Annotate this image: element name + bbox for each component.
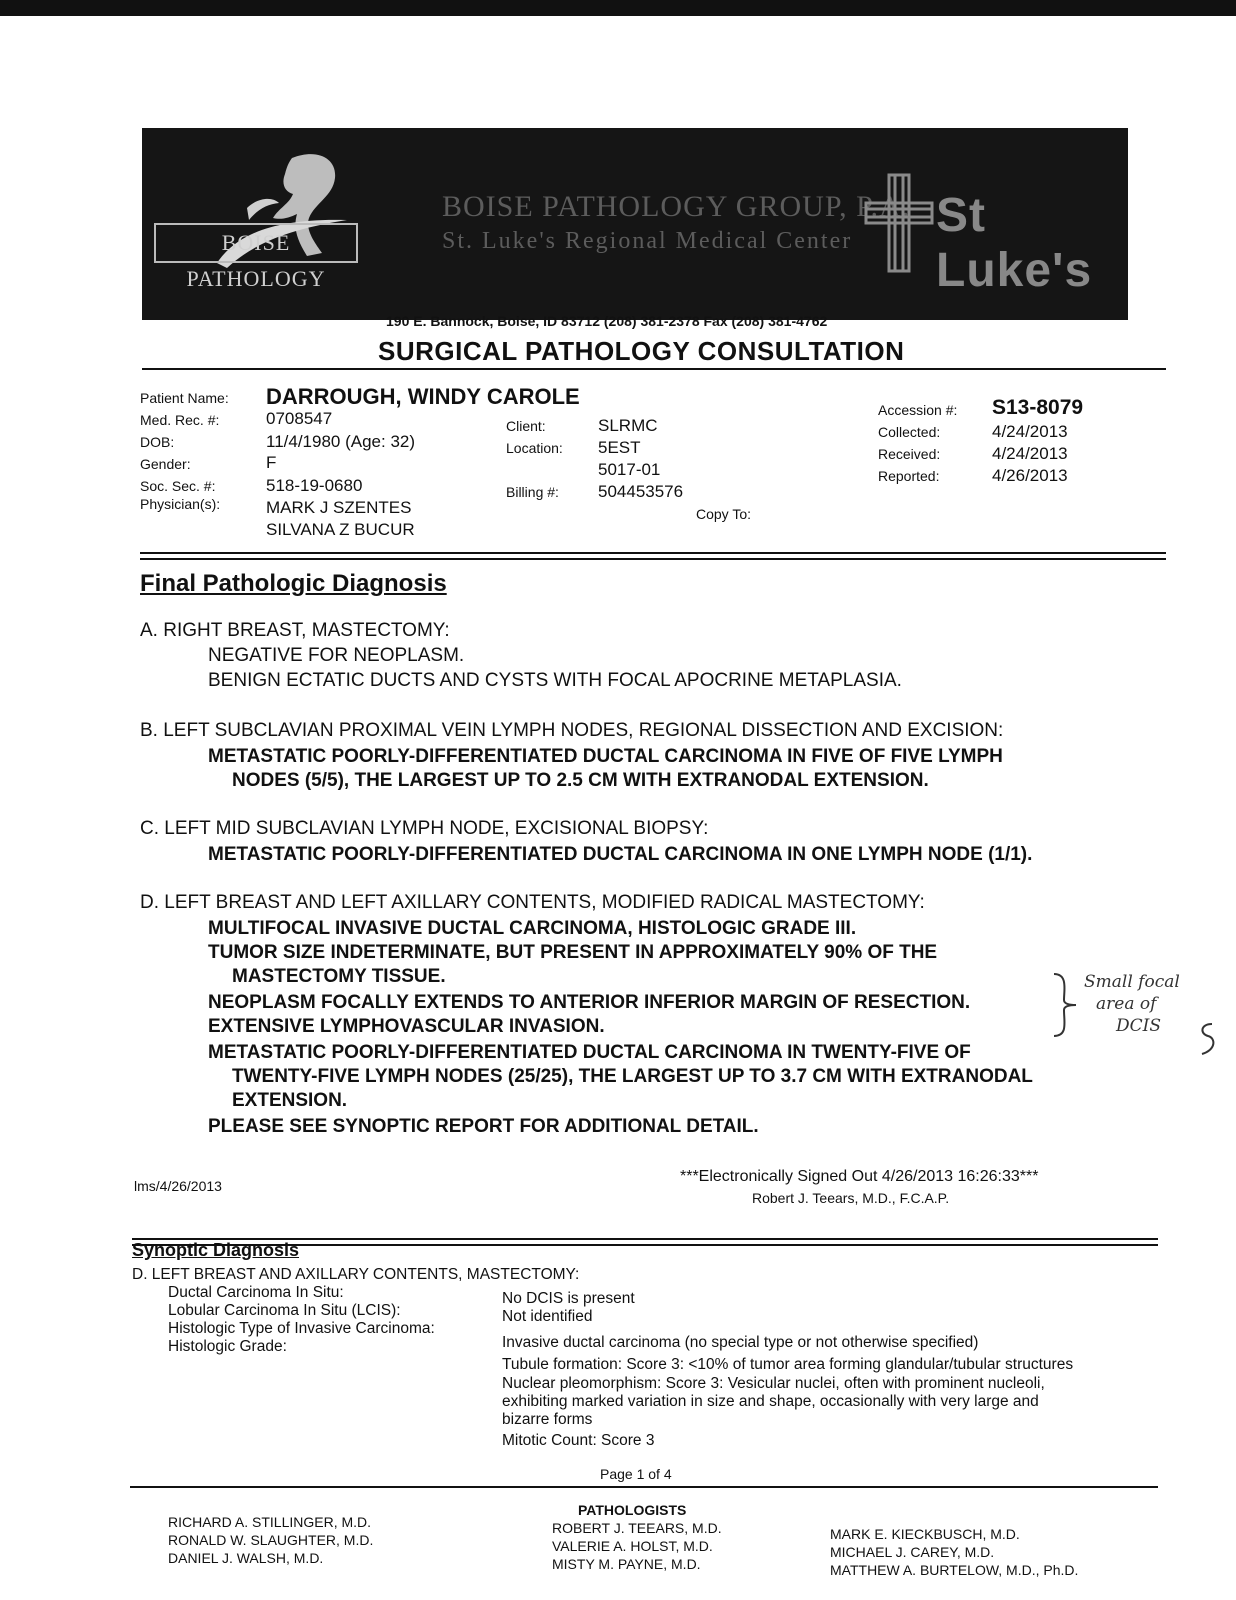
- reported-value: 4/26/2013: [992, 466, 1068, 485]
- diagnosis-d-line: TUMOR SIZE INDETERMINATE, BUT PRESENT IN APPROXIMATELY 90% OF THE: [208, 942, 938, 963]
- label-billing: Billing #:: [506, 484, 559, 500]
- client-value: SLRMC: [598, 416, 658, 435]
- pathologist-name: RICHARD A. STILLINGER, M.D.: [168, 1514, 372, 1530]
- handwritten-brace-icon: [1050, 970, 1080, 1040]
- diagnosis-b-line: METASTATIC POORLY-DIFFERENTIATED DUCTAL CARCINOMA IN FIVE OF FIVE LYMPH: [208, 746, 1003, 767]
- label-collected: Collected:: [878, 424, 941, 440]
- label-client: Client:: [506, 418, 546, 434]
- patient-name: DARROUGH, WINDY CAROLE: [266, 384, 580, 409]
- pathologist-name: DANIEL J. WALSH, M.D.: [168, 1550, 324, 1566]
- diagnosis-d-title: D. LEFT BREAST AND LEFT AXILLARY CONTENTS, MODIFIED RADICAL MASTECTOMY:: [140, 892, 925, 913]
- synoptic-value: Mitotic Count: Score 3: [502, 1432, 655, 1449]
- handwritten-initial-icon: [1196, 1020, 1218, 1060]
- pathologist-name: ROBERT J. TEEARS, M.D.: [552, 1520, 722, 1536]
- page-number: Page 1 of 4: [600, 1466, 672, 1482]
- diagnosis-c-line: METASTATIC POORLY-DIFFERENTIATED DUCTAL CARCINOMA IN ONE LYMPH NODE (1/1).: [208, 844, 1033, 865]
- physician-1: MARK J SZENTES: [266, 498, 412, 517]
- label-mrn: Med. Rec. #:: [140, 412, 220, 428]
- group-name: BOISE PATHOLOGY GROUP, P.A.: [442, 190, 911, 223]
- synoptic-value: Invasive ductal carcinoma (no special type or not otherwise specified): [502, 1334, 979, 1351]
- synoptic-label: Lobular Carcinoma In Situ (LCIS):: [168, 1302, 401, 1319]
- handwritten-note: area of: [1096, 994, 1157, 1014]
- location-value-1: 5EST: [598, 438, 641, 457]
- diagnosis-c-title: C. LEFT MID SUBCLAVIAN LYMPH NODE, EXCISIONAL BIOPSY:: [140, 818, 709, 839]
- synoptic-label: Histologic Type of Invasive Carcinoma:: [168, 1320, 435, 1337]
- group-subtitle: St. Luke's Regional Medical Center: [442, 228, 853, 254]
- billing-value: 504453576: [598, 482, 684, 501]
- diagnosis-d-line: NEOPLASM FOCALLY EXTENDS TO ANTERIOR INFERIOR MARGIN OF RESECTION.: [208, 992, 971, 1013]
- final-diagnosis-heading: Final Pathologic Diagnosis: [140, 570, 447, 597]
- diagnosis-d-line: MULTIFOCAL INVASIVE DUCTAL CARCINOMA, HISTOLOGIC GRADE III.: [208, 918, 857, 939]
- accession-value: S13-8079: [992, 396, 1084, 419]
- diagnosis-d-line: EXTENSION.: [232, 1090, 348, 1111]
- label-patient-name: Patient Name:: [140, 390, 229, 406]
- divider: [140, 558, 1166, 560]
- label-dob: DOB:: [140, 434, 175, 450]
- physician-2: SILVANA Z BUCUR: [266, 520, 415, 539]
- collected-value: 4/24/2013: [992, 422, 1068, 441]
- pathologist-name: MATTHEW A. BURTELOW, M.D., Ph.D.: [830, 1562, 1079, 1578]
- synoptic-label: Ductal Carcinoma In Situ:: [168, 1284, 344, 1301]
- diagnosis-d-line: METASTATIC POORLY-DIFFERENTIATED DUCTAL CARCINOMA IN TWENTY-FIVE OF: [208, 1042, 971, 1063]
- diagnosis-d-line: EXTENSIVE LYMPHOVASCULAR INVASION.: [208, 1016, 605, 1037]
- label-reported: Reported:: [878, 468, 940, 484]
- letterhead-banner: [142, 128, 1128, 320]
- diagnosis-d-line: PLEASE SEE SYNOPTIC REPORT FOR ADDITIONAL DETAIL.: [208, 1116, 759, 1137]
- pathologists-heading: PATHOLOGISTS: [578, 1502, 687, 1518]
- transcription-initials: lms/4/26/2013: [134, 1178, 222, 1194]
- dob-value: 11/4/1980 (Age: 32): [266, 432, 416, 451]
- diagnosis-a-line: BENIGN ECTATIC DUCTS AND CYSTS WITH FOCAL APOCRINE METAPLASIA.: [208, 670, 902, 691]
- label-gender: Gender:: [140, 456, 191, 472]
- diagnosis-b-title: B. LEFT SUBCLAVIAN PROXIMAL VEIN LYMPH NODES, REGIONAL DISSECTION AND EXCISION:: [140, 720, 1004, 741]
- label-copy-to: Copy To:: [696, 506, 751, 522]
- diagnosis-a-title: A. RIGHT BREAST, MASTECTOMY:: [140, 620, 450, 641]
- pathologist-name: MICHAEL J. CAREY, M.D.: [830, 1544, 995, 1560]
- synoptic-value: bizarre forms: [502, 1411, 593, 1428]
- label-location: Location:: [506, 440, 563, 456]
- received-value: 4/24/2013: [992, 444, 1068, 463]
- synoptic-heading: Synoptic Diagnosis: [132, 1240, 300, 1260]
- electronic-signature: ***Electronically Signed Out 4/26/2013 16:26:33***: [680, 1168, 1039, 1185]
- st-lukes-logo: St Luke's: [936, 189, 1093, 297]
- cross-icon: [864, 173, 934, 273]
- pathologist-name: MISTY M. PAYNE, M.D.: [552, 1556, 701, 1572]
- handwritten-note: DCIS: [1116, 1016, 1161, 1036]
- logo-wordmark: BOISE PATHOLOGY: [154, 223, 358, 263]
- mrn-value: 0708547: [266, 409, 333, 428]
- label-ssn: Soc. Sec. #:: [140, 478, 216, 494]
- gender-value: F: [266, 453, 277, 472]
- divider: [140, 552, 1166, 554]
- synoptic-title: D. LEFT BREAST AND AXILLARY CONTENTS, MASTECTOMY:: [132, 1266, 580, 1283]
- synoptic-label: Histologic Grade:: [168, 1338, 287, 1355]
- divider: [130, 1486, 1158, 1488]
- diagnosis-d-line: MASTECTOMY TISSUE.: [232, 966, 446, 987]
- label-accession: Accession #:: [878, 402, 958, 418]
- synoptic-value: No DCIS is present: [502, 1290, 635, 1307]
- pathologist-name: VALERIE A. HOLST, M.D.: [552, 1538, 713, 1554]
- synoptic-value: Nuclear pleomorphism: Score 3: Vesicular nuclei, often with prominent nucleoli,: [502, 1375, 1045, 1392]
- handwritten-note: Small focal: [1084, 972, 1180, 992]
- lab-address: 190 E. Bannock, Boise, ID 83712 (208) 381-2378 Fax (208) 381-4762: [386, 313, 828, 329]
- report-title: SURGICAL PATHOLOGY CONSULTATION: [378, 336, 905, 366]
- synoptic-value: Not identified: [502, 1308, 593, 1325]
- label-received: Received:: [878, 446, 941, 462]
- signing-pathologist: Robert J. Teears, M.D., F.C.A.P.: [752, 1190, 950, 1206]
- scan-edge: [0, 0, 1236, 16]
- diagnosis-d-line: TWENTY-FIVE LYMPH NODES (25/25), THE LARGEST UP TO 3.7 CM WITH EXTRANODAL: [232, 1066, 1033, 1087]
- label-physicians: Physician(s):: [140, 496, 221, 512]
- synoptic-value: exhibiting marked variation in size and shape, occasionally with very large and: [502, 1393, 1039, 1410]
- pathologist-name: RONALD W. SLAUGHTER, M.D.: [168, 1532, 374, 1548]
- diagnosis-a-line: NEGATIVE FOR NEOPLASM.: [208, 645, 465, 666]
- location-value-2: 5017-01: [598, 460, 661, 479]
- divider: [142, 368, 1166, 370]
- ssn-value: 518-19-0680: [266, 476, 363, 495]
- diagnosis-b-line: NODES (5/5), THE LARGEST UP TO 2.5 CM WITH EXTRANODAL EXTENSION.: [232, 770, 929, 791]
- synoptic-value: Tubule formation: Score 3: <10% of tumor area forming glandular/tubular structures: [502, 1356, 1074, 1373]
- pathologist-name: MARK E. KIECKBUSCH, M.D.: [830, 1526, 1020, 1542]
